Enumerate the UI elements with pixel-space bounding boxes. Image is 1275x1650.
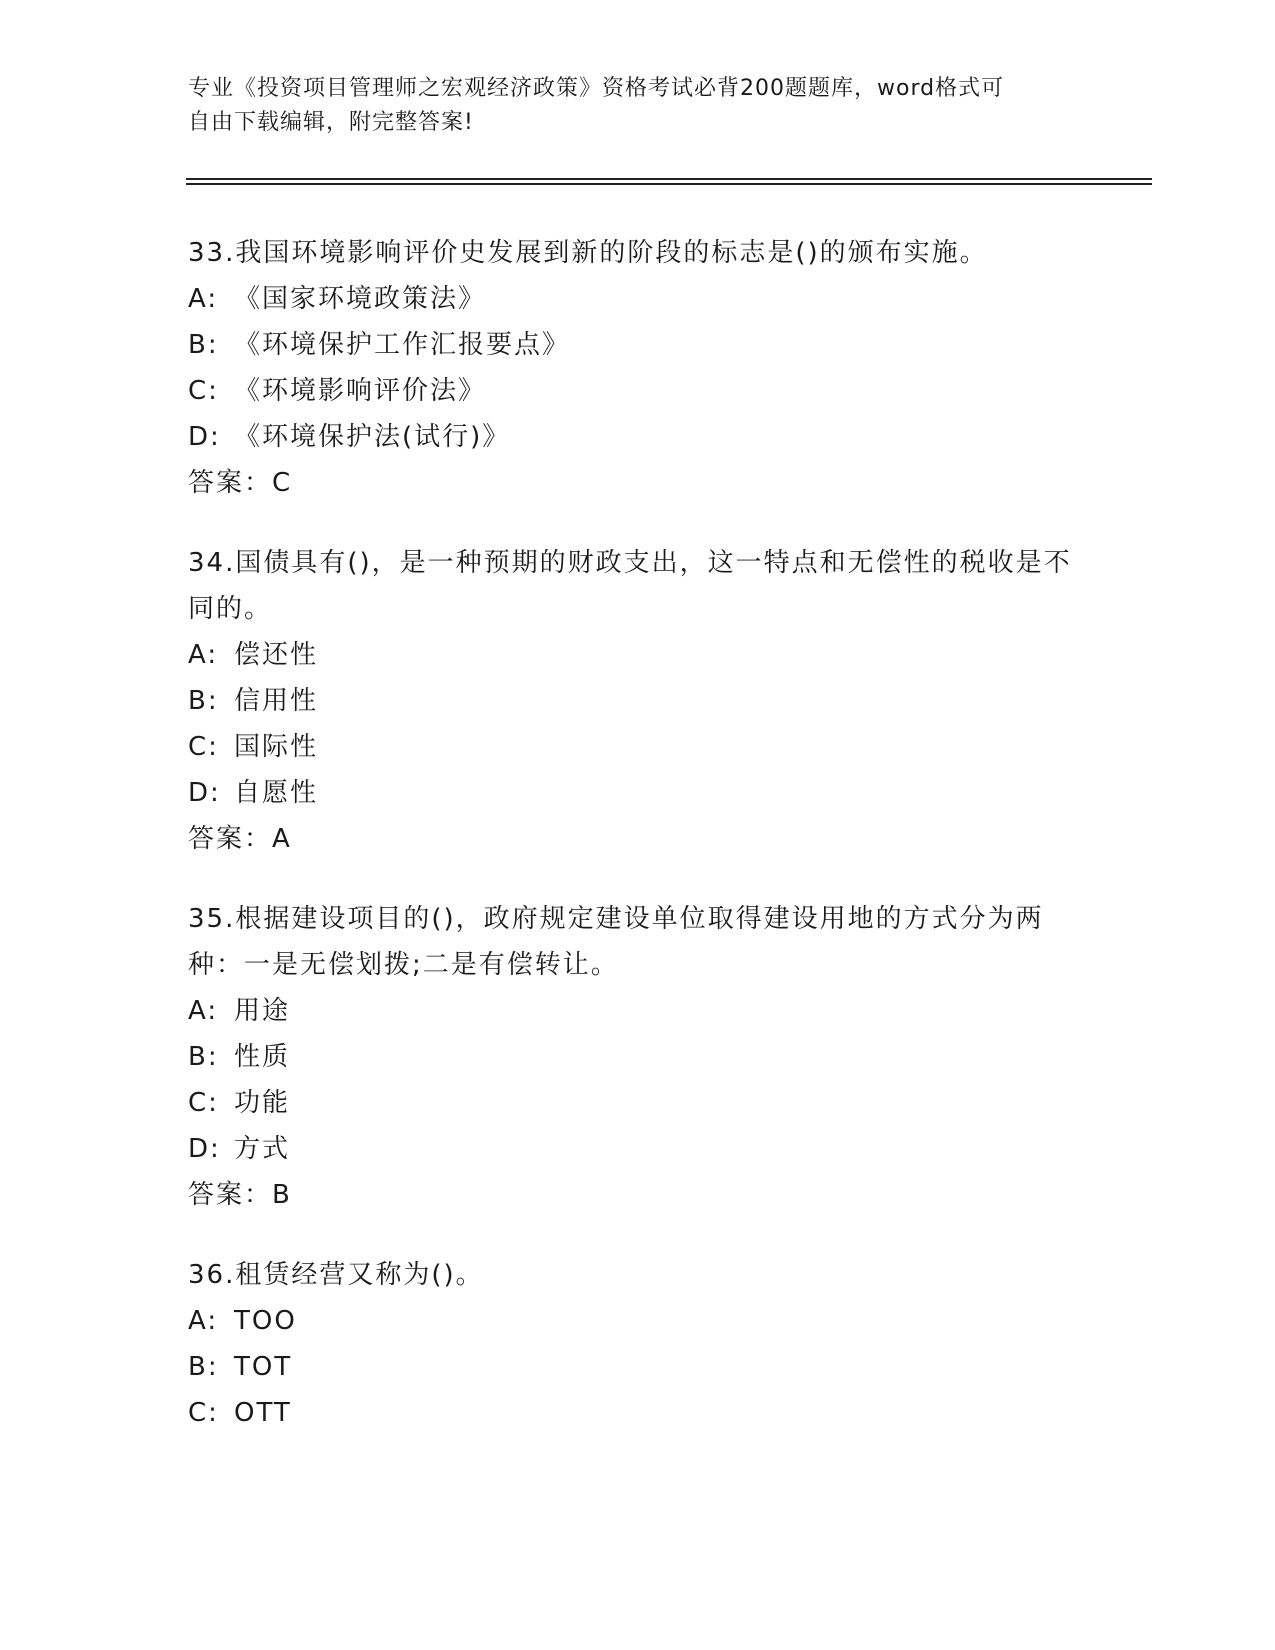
option-letter: C: [188,1398,219,1428]
option-text: 信用性 [234,686,319,716]
option-letter: B: [188,1042,219,1072]
option-a [188,276,1088,322]
option-text: 《环境保护法(试行)》 [234,422,511,452]
option-b [188,1034,1088,1080]
option-text: 《国家环境政策法》 [234,284,487,314]
option-letter: D: [188,422,221,452]
header-divider-bottom [186,183,1152,185]
answer-label: 答案：B [188,1180,292,1210]
header-divider-top [186,178,1152,180]
option-a [188,988,1088,1034]
answer-label: 答案：C [188,468,293,498]
option-a [188,1298,1088,1344]
question-stem: 34.国债具有()，是一种预期的财政支出，这一特点和无偿性的税收是不同的。 [188,548,1072,624]
option-c [188,724,1088,770]
option-letter: A: [188,284,219,314]
option-d [188,414,1088,460]
option-letter: C: [188,376,219,406]
option-text: 偿还性 [234,640,319,670]
document-header [188,72,1088,140]
option-text: TOT [234,1352,293,1382]
option-letter: D: [188,1134,221,1164]
option-d [188,1126,1088,1172]
question-36 [188,1252,1088,1436]
question-33 [188,230,1088,506]
option-letter: A: [188,1306,219,1336]
option-text: 性质 [234,1042,291,1072]
option-letter: B: [188,330,219,360]
option-a [188,632,1088,678]
question-34 [188,540,1088,862]
option-letter: B: [188,686,219,716]
option-b [188,1344,1088,1390]
option-c [188,368,1088,414]
answer-label: 答案：A [188,824,292,854]
question-35 [188,896,1088,1218]
question-stem: 36.租赁经营又称为()。 [188,1260,484,1290]
option-text: 功能 [234,1088,291,1118]
option-letter: D: [188,778,221,808]
option-text: TOO [234,1306,297,1336]
option-letter: A: [188,996,219,1026]
question-stem: 35.根据建设项目的()，政府规定建设单位取得建设用地的方式分为两种：一是无偿划拨;二是有偿转让。 [188,904,1044,980]
option-letter: A: [188,640,219,670]
option-text: OTT [234,1398,292,1428]
option-text: 《环境保护工作汇报要点》 [234,330,571,360]
question-list [188,230,1088,1470]
option-c [188,1390,1088,1436]
header-line-1: 专业《投资项目管理师之宏观经济政策》资格考试必背200题题库，word格式可 [188,76,1005,101]
option-text: 自愿性 [234,778,319,808]
option-c [188,1080,1088,1126]
option-text: 方式 [234,1134,291,1164]
option-text: 《环境影响评价法》 [234,376,487,406]
option-letter: C: [188,1088,219,1118]
header-line-2: 自由下载编辑，附完整答案! [188,110,474,135]
question-stem: 33.我国环境影响评价史发展到新的阶段的标志是()的颁布实施。 [188,238,988,268]
option-d [188,770,1088,816]
option-text: 用途 [234,996,291,1026]
option-letter: C: [188,732,219,762]
option-b [188,322,1088,368]
option-b [188,678,1088,724]
option-letter: B: [188,1352,219,1382]
option-text: 国际性 [234,732,319,762]
